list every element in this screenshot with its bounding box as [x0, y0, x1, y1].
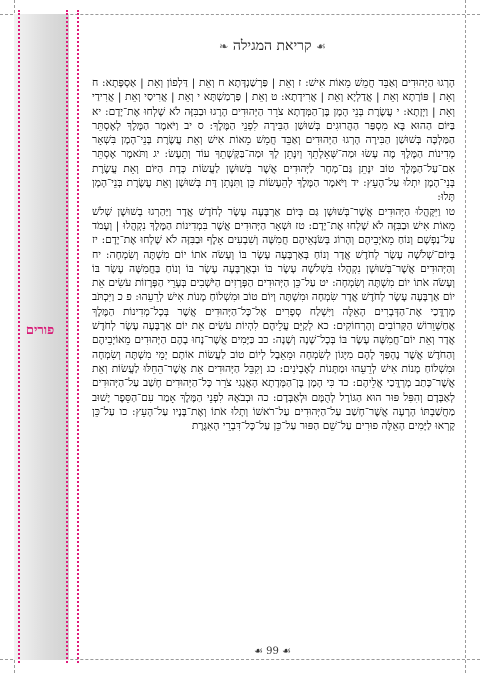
page-title: קריאת המגילה	[232, 38, 312, 54]
book-page	[80, 20, 465, 660]
header-ornament-icon: ☙	[315, 40, 326, 53]
text-paragraph: הָרְגוּ הַיְּהוּדִים וְאַבֵּד חֲמֵשׁ מֵאוֹת אִישׁ: ז וְאֵת | פַּרְשַׁנְדָּתָא ח וְאֵת | דַּלְפוֹן וְאֵת | אַסְפָּתָא: ח וְאֵת | פּוֹרָתָא וְאֵת | אֲדַלְיָא וְאֵת | אֲרִידָתָא: ט וְאֵת | פַּרְמַשְׁתָּא י וְאֵת | אֲרִיסַי וְאֵת | אֲרִידַי וְאֵת | וַיְזָתָא: י עֲשֶׂרֶת בְּנֵי הָמָן בֶּן־הַמְּדָתָא צֹרֵר הַיְּהוּדִים הָרָגוּ וּבַבִּזָּה לֹא שָׁלְחוּ אֶת־יָדָם: יא בַּיּוֹם הַהוּא בָּא מִסְפַּר הַהֲרוּגִים בְּשׁוּשַׁן הַבִּירָה לִפְנֵי הַמֶּלֶךְ: ס יב וַיֹּאמֶר הַמֶּלֶךְ לְאֶסְתֵּר הַמַּלְכָּה בְּשׁוּשַׁן הַבִּירָה הָרְגוּ הַיְּהוּדִים וְאַבֵּד חֲמֵשׁ מֵאוֹת אִישׁ וְאֵת עֲשֶׂרֶת בְּנֵי־הָמָן בִּשְׁאָר מְדִינוֹת הַמֶּלֶךְ מֶה עָשׂוּ וּמַה־שְּׁאֵלָתֵךְ וְיִנָּתֵן לָךְ וּמַה־בַּקָּשָׁתֵךְ עוֹד וְתֵעָשׂ: יג וַתֹּאמֶר אֶסְתֵּר אִם־עַל־הַמֶּלֶךְ טוֹב יִנָּתֵן גַּם־מָחָר לַיְּהוּדִים אֲשֶׁר בְּשׁוּשָׁן לַעֲשׂוֹת כְּדָת הַיּוֹם וְאֵת עֲשֶׂרֶת בְּנֵי־הָמָן יִתְלוּ עַל־הָעֵץ: יד וַיֹּאמֶר הַמֶּלֶךְ לְהֵעָשׂוֹת כֵּן וַתִּנָּתֵן דָּת בְּשׁוּשָׁן וְאֵת עֲשֶׂרֶת בְּנֵי־הָמָן תָּלוּ:	[92, 77, 455, 204]
footer-ornament-icon: ☙	[282, 646, 292, 657]
dotted-rule-right	[66, 10, 68, 663]
megillah-text	[92, 76, 455, 433]
page-number: 99	[266, 646, 279, 657]
crop-line-top	[0, 14, 480, 15]
page-header	[80, 38, 465, 55]
dotted-rule-margin	[77, 10, 79, 663]
sidebar-section-label: פורים	[25, 323, 55, 338]
header-ornament-icon: ❧	[219, 40, 229, 53]
crop-line-right	[465, 0, 466, 673]
page-footer	[80, 646, 465, 657]
footer-ornament-icon: ☙	[253, 646, 263, 657]
text-paragraph: טו וַיִּקָּהֲלוּ הַיְּהוּדִים אֲשֶׁר־בְּשׁוּשָׁן גַּם בְּיוֹם אַרְבָּעָה עָשָׂר לְחֹדֶשׁ אֲדָר וַיַּהַרְגוּ בְשׁוּשָׁן שְׁלשׁ מֵאוֹת אִישׁ וּבַבִּזָּה לֹא שָׁלְחוּ אֶת־יָדָם: טז וּשְׁאָר הַיְּהוּדִים אֲשֶׁר בִּמְדִינוֹת הַמֶּלֶךְ נִקְהֲלוּ | וְעָמֹד עַל־נַפְשָׁם וְנוֹחַ מֵאֹיְבֵיהֶם וְהָרוֹג בְּשֹׂנְאֵיהֶם חֲמִשָּׁה וְשִׁבְעִים אָלֶף וּבַבִּזָּה לֹא שָׁלְחוּ אֶת־יָדָם: יז בְּיוֹם־שְׁלֹשָׁה עָשָׂר לְחֹדֶשׁ אֲדָר וְנוֹחַ בְּאַרְבָּעָה עָשָׂר בּוֹ וְעָשֹׂה אֹתוֹ יוֹם מִשְׁתֶּה וְשִׂמְחָה: יח וְהַיְּהוּדִים אֲשֶׁר־בְּשׁוּשָׁן נִקְהֲלוּ בִּשְׁלשָׁה עָשָׂר בּוֹ וּבְאַרְבָּעָה עָשָׂר בּוֹ וְנוֹחַ בַּחֲמִשָּׁה עָשָׂר בּוֹ וְעָשֹׂה אֹתוֹ יוֹם מִשְׁתֶּה וְשִׂמְחָה: יט עַל־כֵּן הַיְּהוּדִים הַפְּרָזִים הַיֹּשְׁבִים בְּעָרֵי הַפְּרָזוֹת עֹשִׂים אֵת יוֹם אַרְבָּעָה עָשָׂר לְחֹדֶשׁ אֲדָר שִׂמְחָה וּמִשְׁתֶּה וְיוֹם טוֹב וּמִשְׁלוֹחַ מָנוֹת אִישׁ לְרֵעֵהוּ: פ כ וַיִּכְתֹּב מָרְדֳּכַי אֶת־הַדְּבָרִים הָאֵלֶּה וַיִּשְׁלַח סְפָרִים אֶל־כָּל־הַיְּהוּדִים אֲשֶׁר בְּכָל־מְדִינוֹת הַמֶּלֶךְ אֲחַשְׁוֵרוֹשׁ הַקְּרוֹבִים וְהָרְחוֹקִים: כא לְקַיֵּם עֲלֵיהֶם לִהְיוֹת עֹשִׂים אֵת יוֹם אַרְבָּעָה עָשָׂר לְחֹדֶשׁ אֲדָר וְאֵת יוֹם־חֲמִשָּׁה עָשָׂר בּוֹ בְּכָל־שָׁנָה וְשָׁנָה: כב כַּיָּמִים אֲשֶׁר־נָחוּ בָהֶם הַיְּהוּדִים מֵאוֹיְבֵיהֶם וְהַחֹדֶשׁ אֲשֶׁר נֶהְפַּךְ לָהֶם מִיָּגוֹן לְשִׂמְחָה וּמֵאֵבֶל לְיוֹם טוֹב לַעֲשׂוֹת אוֹתָם יְמֵי מִשְׁתֶּה וְשִׂמְחָה וּמִשְׁלוֹחַ מָנוֹת אִישׁ לְרֵעֵהוּ וּמַתָּנוֹת לָאֶבְיֹנִים: כג וְקִבֵּל הַיְּהוּדִים אֵת אֲשֶׁר־הֵחֵלּוּ לַעֲשׂוֹת וְאֵת אֲשֶׁר־כָּתַב מָרְדֳּכַי אֲלֵיהֶם: כד כִּי הָמָן בֶּן־הַמְּדָתָא הָאֲגָגִי צֹרֵר כָּל־הַיְּהוּדִים חָשַׁב עַל־הַיְּהוּדִים לְאַבְּדָם וְהִפִּל פּוּר הוּא הַגּוֹרָל לְהֻמָּם וּלְאַבְּדָם: כה וּבְבֹאָהּ לִפְנֵי הַמֶּלֶךְ אָמַר עִם־הַסֵּפֶר יָשׁוּב מַחֲשַׁבְתּוֹ הָרָעָה אֲשֶׁר־חָשַׁב עַל־הַיְּהוּדִים עַל־רֹאשׁוֹ וְתָלוּ אֹתוֹ וְאֶת־בָּנָיו עַל־הָעֵץ: כו עַל־כֵּן קָרְאוּ לַיָּמִים הָאֵלֶּה פוּרִים עַל־שֵׁם הַפּוּר עַל־כֵּן עַל־כָּל־דִּבְרֵי הָאִגֶּרֶת	[92, 205, 455, 433]
